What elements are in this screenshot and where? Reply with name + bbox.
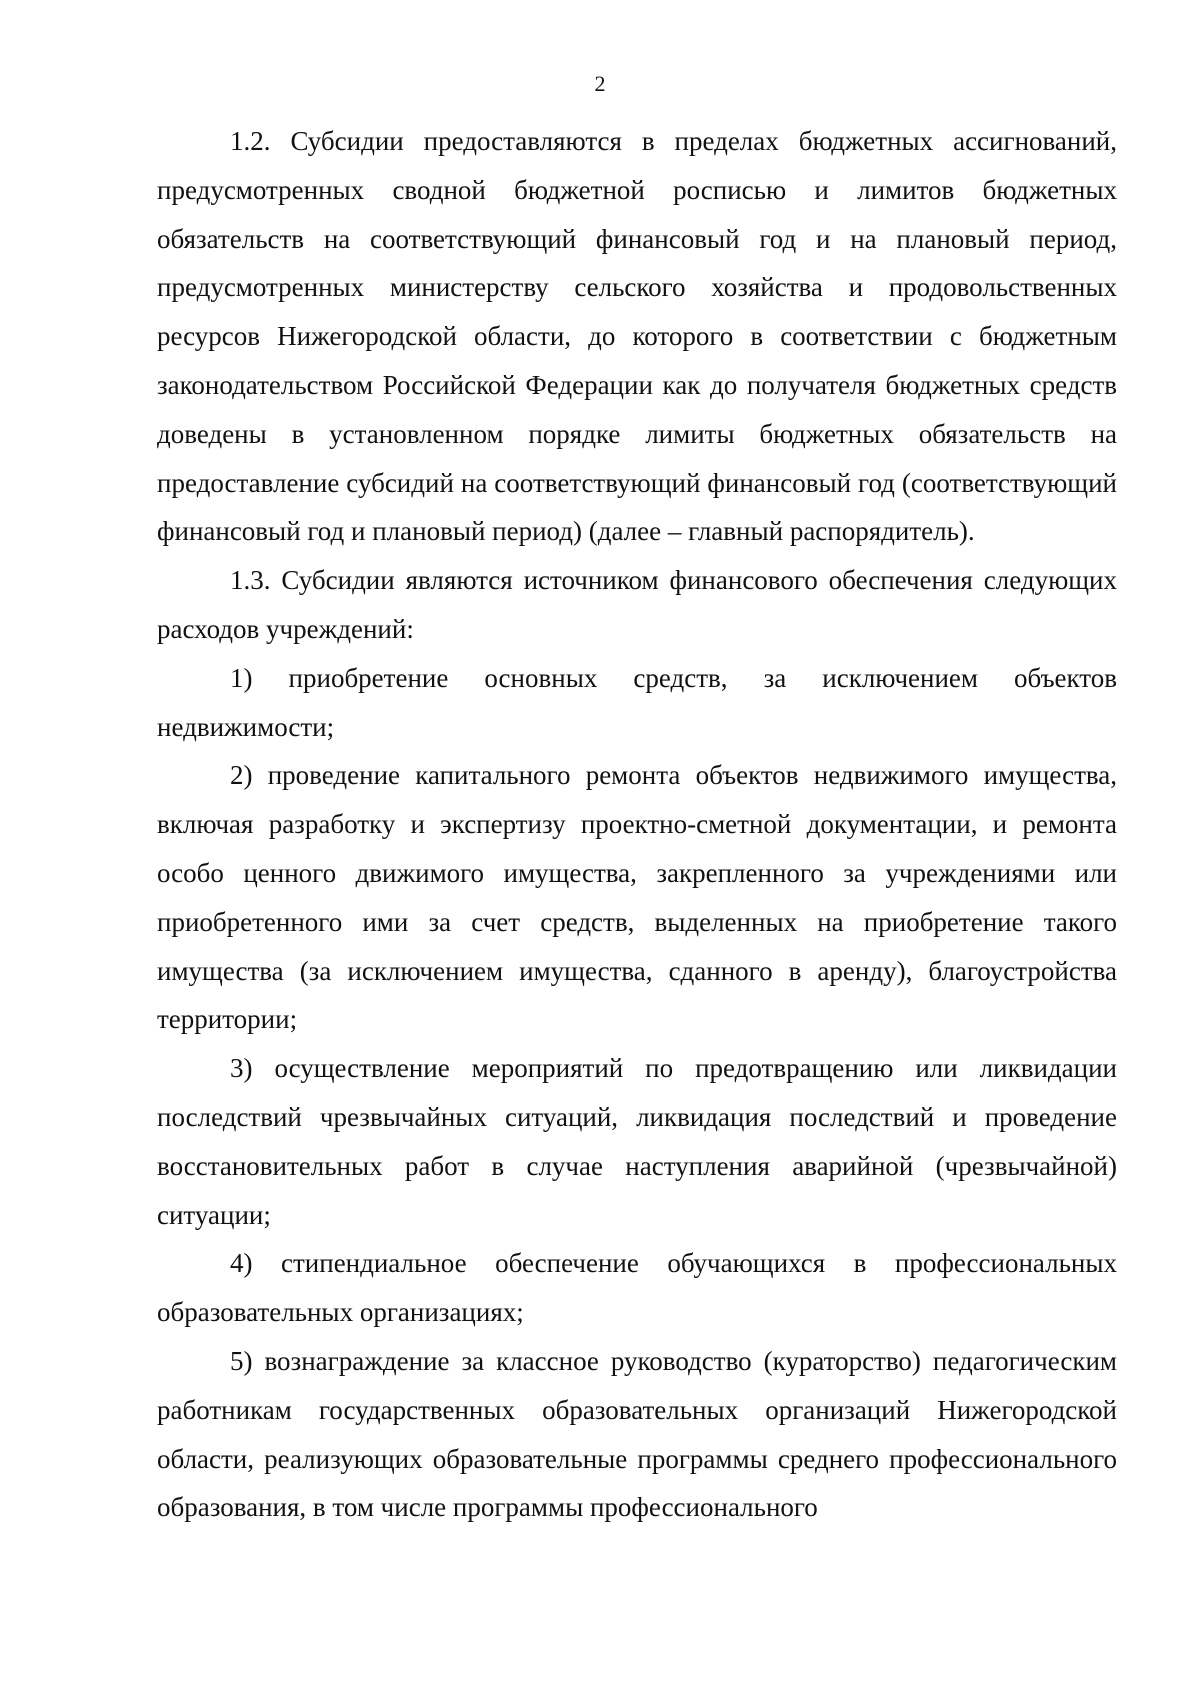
list-item-1: 1) приобретение основных средств, за исключением объектов недвижимости;	[157, 662, 1117, 742]
list-item-3: 3) осуществление мероприятий по предотвращению или ликвидации последствий чрезвычайных ситуаций, ликвидация последствий и проведение восстановительных работ в случае наступления аварийной (чрезвычайной) ситуации;	[157, 1053, 1117, 1230]
list-item-5: 5) вознаграждение за классное руководство (кураторство) педагогическим работникам государственных образовательных организаций Нижегородской области, реализующих образовательные программы среднего профессионального образования, в том числе программы профессионального	[157, 1345, 1117, 1523]
paragraph-1-3: 1.3. Субсидии являются источником финансового обеспечения следующих расходов учреждений:	[157, 565, 1117, 644]
page-number: 2	[594, 71, 606, 96]
paragraph-1-2: 1.2. Субсидии предоставляются в пределах бюджетных ассигнований, предусмотренных сводной бюджетной росписью и лимитов бюджетных обязательств на соответствующий финансовый год и на плановый период, предусмотренных министерству сельского хозяйства и продовольственных ресурсов Нижегородской области, до которого в соответствии с бюджетным законодательством Российской Федерации как до получателя бюджетных средств доведены в установленном порядке лимиты бюджетных обязательств на предоставление субсидий на соответствующий финансовый год (соответствующий финансовый год и плановый период) (далее – главный распорядитель).	[157, 126, 1117, 547]
list-item-2: 2) проведение капитального ремонта объектов недвижимого имущества, включая разработку и экспертизу проектно-сметной документации, и ремонта особо ценного движимого имущества, закрепленного за учреждениями или приобретенного ими за счет средств, выделенных на приобретение такого имущества (за исключением имущества, сданного в аренду), благоустройства территории;	[157, 760, 1117, 1035]
list-item-4: 4) стипендиальное обеспечение обучающихся в профессиональных образовательных организациях;	[157, 1248, 1117, 1328]
document-body	[157, 117, 1117, 1532]
